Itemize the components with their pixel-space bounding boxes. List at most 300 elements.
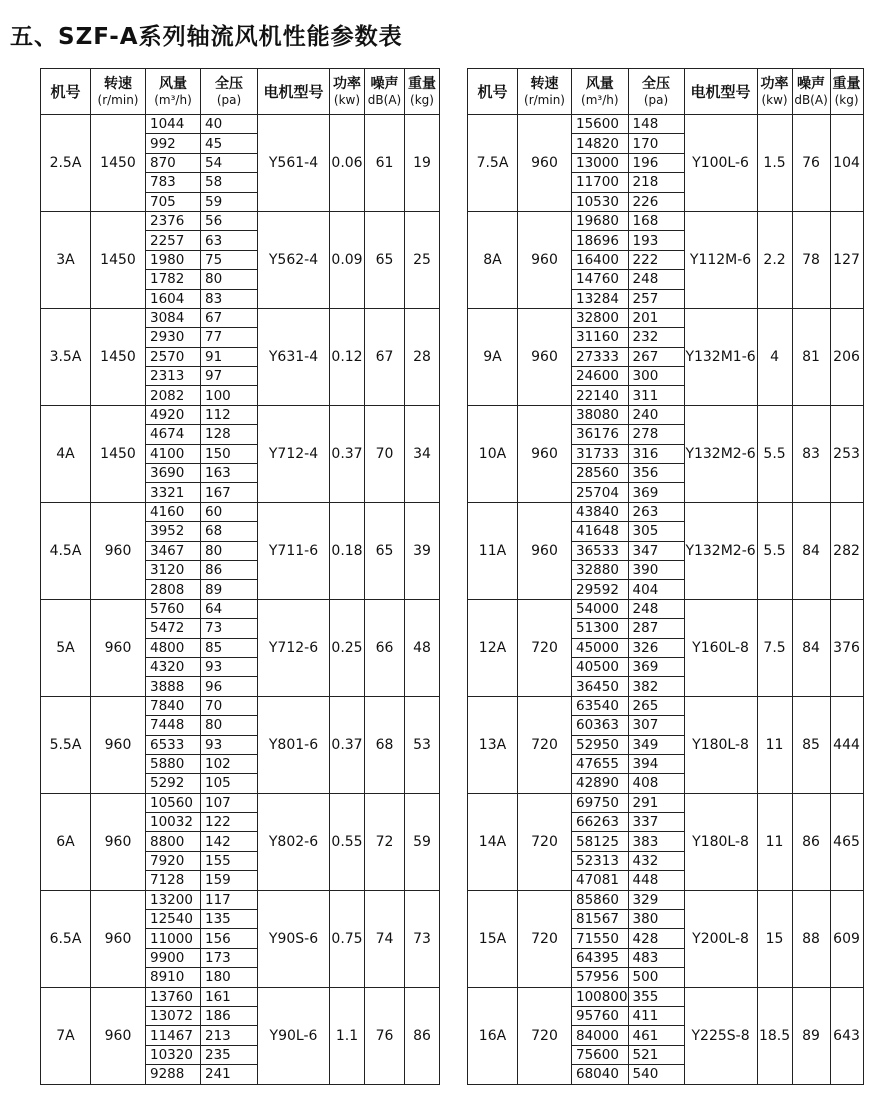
model-cell: 2.5A [41,115,91,212]
header-weight-unit: (kg) [834,92,859,107]
pressure-cell: 91 [201,347,258,366]
pressure-cell: 85 [201,638,258,657]
motor-cell: Y802-6 [258,793,330,890]
header-speed-label: 转速 [530,75,559,92]
airflow-cell: 29592 [572,580,629,599]
airflow-cell: 3888 [146,677,201,696]
airflow-cell: 45000 [572,638,629,657]
table-row [468,890,864,909]
model-cell: 5.5A [41,696,91,793]
airflow-cell: 52950 [572,735,629,754]
motor-cell: Y132M2-6 [684,502,757,599]
airflow-cell: 14820 [572,134,629,153]
airflow-cell: 1782 [146,270,201,289]
speed-cell: 960 [91,890,146,987]
airflow-cell: 36533 [572,541,629,560]
model-cell: 8A [468,211,518,308]
speed-cell: 1450 [91,308,146,405]
airflow-cell: 3084 [146,308,201,327]
airflow-cell: 2257 [146,231,201,250]
power-cell: 2.2 [757,211,792,308]
pressure-cell: 135 [201,910,258,929]
pressure-cell: 540 [628,1065,684,1084]
table-row [468,308,864,327]
airflow-cell: 58125 [572,832,629,851]
power-cell: 1.5 [757,115,792,212]
noise-cell: 68 [365,696,405,793]
power-cell: 0.25 [330,599,365,696]
table-row [41,308,440,327]
speed-cell: 720 [518,696,572,793]
table-row [468,405,864,424]
header-power-label: 功率 [333,75,361,92]
airflow-cell: 13200 [146,890,201,909]
pressure-cell: 77 [201,328,258,347]
header-row [41,69,440,115]
noise-cell: 61 [365,115,405,212]
airflow-cell: 36450 [572,677,629,696]
header-weight [830,69,863,115]
power-cell: 18.5 [757,987,792,1084]
airflow-cell: 13000 [572,153,629,172]
pressure-cell: 213 [201,1026,258,1045]
header-weight-label: 重量 [408,75,436,92]
pressure-cell: 356 [628,464,684,483]
power-cell: 0.55 [330,793,365,890]
header-power-unit: (kw) [761,92,788,107]
noise-cell: 74 [365,890,405,987]
pressure-cell: 226 [628,192,684,211]
weight-cell: 59 [405,793,440,890]
airflow-cell: 68040 [572,1065,629,1084]
power-cell: 0.18 [330,502,365,599]
airflow-cell: 24600 [572,367,629,386]
pressure-cell: 117 [201,890,258,909]
pressure-cell: 54 [201,153,258,172]
pressure-cell: 122 [201,813,258,832]
header-noise-unit: dB(A) [794,92,828,107]
pressure-cell: 355 [628,987,684,1006]
airflow-cell: 25704 [572,483,629,502]
pressure-cell: 383 [628,832,684,851]
airflow-cell: 870 [146,153,201,172]
airflow-cell: 36176 [572,425,629,444]
pressure-cell: 390 [628,560,684,579]
pressure-cell: 232 [628,328,684,347]
motor-cell: Y90L-6 [258,987,330,1084]
motor-cell: Y561-4 [258,115,330,212]
airflow-cell: 12540 [146,910,201,929]
pressure-cell: 128 [201,425,258,444]
pressure-cell: 58 [201,173,258,192]
pressure-cell: 167 [201,483,258,502]
airflow-cell: 7128 [146,871,201,890]
speed-cell: 960 [518,405,572,502]
pressure-cell: 45 [201,134,258,153]
airflow-cell: 10320 [146,1045,201,1064]
airflow-cell: 8910 [146,968,201,987]
airflow-cell: 4160 [146,502,201,521]
pressure-cell: 267 [628,347,684,366]
pressure-cell: 235 [201,1045,258,1064]
motor-cell: Y801-6 [258,696,330,793]
pressure-cell: 240 [628,405,684,424]
weight-cell: 53 [405,696,440,793]
noise-cell: 76 [792,115,830,212]
airflow-cell: 3467 [146,541,201,560]
pressure-cell: 305 [628,522,684,541]
speed-cell: 960 [91,793,146,890]
airflow-cell: 10560 [146,793,201,812]
speed-cell: 960 [518,115,572,212]
speed-cell: 960 [91,599,146,696]
motor-cell: Y132M2-6 [684,405,757,502]
motor-cell: Y90S-6 [258,890,330,987]
speed-cell: 1450 [91,405,146,502]
pressure-cell: 40 [201,115,258,134]
speed-cell: 720 [518,987,572,1084]
airflow-cell: 10032 [146,813,201,832]
pressure-cell: 150 [201,444,258,463]
weight-cell: 39 [405,502,440,599]
airflow-cell: 81567 [572,910,629,929]
table-row [41,115,440,134]
weight-cell: 127 [830,211,863,308]
pressure-cell: 347 [628,541,684,560]
airflow-cell: 28560 [572,464,629,483]
weight-cell: 104 [830,115,863,212]
pressure-cell: 173 [201,948,258,967]
header-motor: 电机型号 [258,69,330,115]
page-title: 五、SZF-A系列轴流风机性能参数表 [10,24,403,50]
airflow-cell: 5472 [146,619,201,638]
model-cell: 13A [468,696,518,793]
motor-cell: Y180L-8 [684,696,757,793]
speed-cell: 960 [518,502,572,599]
pressure-cell: 186 [201,1006,258,1025]
airflow-cell: 32800 [572,308,629,327]
airflow-cell: 41648 [572,522,629,541]
weight-cell: 73 [405,890,440,987]
noise-cell: 78 [792,211,830,308]
pressure-cell: 156 [201,929,258,948]
pressure-cell: 241 [201,1065,258,1084]
weight-cell: 253 [830,405,863,502]
pressure-cell: 461 [628,1026,684,1045]
airflow-cell: 2376 [146,211,201,230]
header-airflow [146,69,201,115]
pressure-cell: 161 [201,987,258,1006]
header-airflow-label: 风量 [585,75,614,92]
header-power [330,69,365,115]
pressure-cell: 300 [628,367,684,386]
airflow-cell: 7448 [146,716,201,735]
model-cell: 4.5A [41,502,91,599]
header-power-unit: (kw) [333,92,361,107]
pressure-cell: 337 [628,813,684,832]
airflow-cell: 51300 [572,619,629,638]
model-cell: 3A [41,211,91,308]
airflow-cell: 47655 [572,754,629,773]
airflow-cell: 2930 [146,328,201,347]
noise-cell: 85 [792,696,830,793]
weight-cell: 465 [830,793,863,890]
pressure-cell: 329 [628,890,684,909]
model-cell: 3.5A [41,308,91,405]
pressure-cell: 59 [201,192,258,211]
airflow-cell: 3952 [146,522,201,541]
speed-cell: 1450 [91,115,146,212]
airflow-cell: 2570 [146,347,201,366]
pressure-cell: 380 [628,910,684,929]
pressure-cell: 168 [628,211,684,230]
airflow-cell: 3120 [146,560,201,579]
motor-cell: Y132M1-6 [684,308,757,405]
table-row [41,599,440,618]
speed-cell: 960 [91,987,146,1084]
header-model: 机号 [468,69,518,115]
weight-cell: 86 [405,987,440,1084]
pressure-cell: 218 [628,173,684,192]
airflow-cell: 54000 [572,599,629,618]
airflow-cell: 18696 [572,231,629,250]
pressure-cell: 287 [628,619,684,638]
pressure-cell: 248 [628,270,684,289]
airflow-cell: 1980 [146,250,201,269]
motor-cell: Y631-4 [258,308,330,405]
airflow-cell: 19680 [572,211,629,230]
noise-cell: 86 [792,793,830,890]
pressure-cell: 96 [201,677,258,696]
power-cell: 5.5 [757,405,792,502]
table-row [41,793,440,812]
noise-cell: 66 [365,599,405,696]
header-pressure [628,69,684,115]
pressure-cell: 159 [201,871,258,890]
airflow-cell: 40500 [572,657,629,676]
pressure-cell: 100 [201,386,258,405]
pressure-cell: 112 [201,405,258,424]
pressure-cell: 278 [628,425,684,444]
airflow-cell: 63540 [572,696,629,715]
airflow-cell: 7840 [146,696,201,715]
pressure-cell: 63 [201,231,258,250]
airflow-cell: 4674 [146,425,201,444]
airflow-cell: 4320 [146,657,201,676]
airflow-cell: 31733 [572,444,629,463]
motor-cell: Y225S-8 [684,987,757,1084]
header-speed [518,69,572,115]
model-cell: 14A [468,793,518,890]
pressure-cell: 248 [628,599,684,618]
motor-cell: Y180L-8 [684,793,757,890]
weight-cell: 643 [830,987,863,1084]
speed-cell: 960 [91,502,146,599]
header-speed [91,69,146,115]
airflow-cell: 4100 [146,444,201,463]
pressure-cell: 500 [628,968,684,987]
pressure-cell: 56 [201,211,258,230]
airflow-cell: 8800 [146,832,201,851]
header-weight [405,69,440,115]
power-cell: 5.5 [757,502,792,599]
airflow-cell: 4800 [146,638,201,657]
header-noise-label: 噪声 [370,75,399,92]
pressure-cell: 70 [201,696,258,715]
header-airflow-unit: (m³/h) [154,92,192,107]
table-row [41,502,440,521]
airflow-cell: 64395 [572,948,629,967]
pressure-cell: 404 [628,580,684,599]
pressure-cell: 97 [201,367,258,386]
model-cell: 12A [468,599,518,696]
noise-cell: 76 [365,987,405,1084]
airflow-cell: 60363 [572,716,629,735]
airflow-cell: 14760 [572,270,629,289]
header-row [468,69,864,115]
model-cell: 7A [41,987,91,1084]
motor-cell: Y100L-6 [684,115,757,212]
motor-cell: Y200L-8 [684,890,757,987]
airflow-cell: 5760 [146,599,201,618]
pressure-cell: 80 [201,541,258,560]
airflow-cell: 11467 [146,1026,201,1045]
pressure-cell: 349 [628,735,684,754]
airflow-cell: 9288 [146,1065,201,1084]
pressure-cell: 369 [628,657,684,676]
noise-cell: 67 [365,308,405,405]
pressure-cell: 80 [201,716,258,735]
header-pressure [201,69,258,115]
airflow-cell: 22140 [572,386,629,405]
table-row [468,793,864,812]
weight-cell: 376 [830,599,863,696]
pressure-cell: 193 [628,231,684,250]
airflow-cell: 66263 [572,813,629,832]
airflow-cell: 15600 [572,115,629,134]
motor-cell: Y712-6 [258,599,330,696]
speed-cell: 960 [518,308,572,405]
weight-cell: 19 [405,115,440,212]
speed-cell: 960 [518,211,572,308]
airflow-cell: 3321 [146,483,201,502]
weight-cell: 25 [405,211,440,308]
model-cell: 11A [468,502,518,599]
airflow-cell: 42890 [572,774,629,793]
airflow-cell: 38080 [572,405,629,424]
table-row [41,987,440,1006]
pressure-cell: 67 [201,308,258,327]
pressure-cell: 148 [628,115,684,134]
model-cell: 16A [468,987,518,1084]
airflow-cell: 47081 [572,871,629,890]
airflow-cell: 13760 [146,987,201,1006]
motor-cell: Y712-4 [258,405,330,502]
pressure-cell: 311 [628,386,684,405]
power-cell: 0.37 [330,696,365,793]
pressure-cell: 89 [201,580,258,599]
airflow-cell: 10530 [572,192,629,211]
pressure-cell: 105 [201,774,258,793]
power-cell: 7.5 [757,599,792,696]
header-power [757,69,792,115]
weight-cell: 48 [405,599,440,696]
motor-cell: Y160L-8 [684,599,757,696]
header-pressure-label: 全压 [642,75,671,92]
pressure-cell: 257 [628,289,684,308]
pressure-cell: 142 [201,832,258,851]
performance-table-right [467,68,864,1085]
header-speed-label: 转速 [104,75,132,92]
model-cell: 5A [41,599,91,696]
pressure-cell: 428 [628,929,684,948]
airflow-cell: 5880 [146,754,201,773]
header-speed-unit: (r/min) [97,92,139,107]
weight-cell: 444 [830,696,863,793]
airflow-cell: 5292 [146,774,201,793]
airflow-cell: 84000 [572,1026,629,1045]
noise-cell: 84 [792,502,830,599]
airflow-cell: 1604 [146,289,201,308]
noise-cell: 84 [792,599,830,696]
airflow-cell: 16400 [572,250,629,269]
pressure-cell: 196 [628,153,684,172]
power-cell: 0.06 [330,115,365,212]
header-noise [365,69,405,115]
airflow-cell: 9900 [146,948,201,967]
weight-cell: 34 [405,405,440,502]
motor-cell: Y562-4 [258,211,330,308]
table-row [468,696,864,715]
weight-cell: 609 [830,890,863,987]
header-noise-label: 噪声 [797,75,826,92]
table-row [41,405,440,424]
pressure-cell: 408 [628,774,684,793]
airflow-cell: 2808 [146,580,201,599]
header-pressure-unit: (pa) [643,92,669,107]
model-cell: 6A [41,793,91,890]
performance-table-left [40,68,440,1085]
airflow-cell: 71550 [572,929,629,948]
airflow-cell: 2082 [146,386,201,405]
pressure-cell: 80 [201,270,258,289]
table-row [468,987,864,1006]
pressure-cell: 163 [201,464,258,483]
pressure-cell: 291 [628,793,684,812]
airflow-cell: 2313 [146,367,201,386]
header-pressure-label: 全压 [215,75,243,92]
speed-cell: 960 [91,696,146,793]
pressure-cell: 448 [628,871,684,890]
airflow-cell: 27333 [572,347,629,366]
noise-cell: 65 [365,211,405,308]
noise-cell: 89 [792,987,830,1084]
airflow-cell: 69750 [572,793,629,812]
pressure-cell: 93 [201,657,258,676]
power-cell: 0.09 [330,211,365,308]
header-noise [792,69,830,115]
airflow-cell: 95760 [572,1006,629,1025]
power-cell: 0.12 [330,308,365,405]
weight-cell: 28 [405,308,440,405]
header-pressure-unit: (pa) [216,92,242,107]
airflow-cell: 32880 [572,560,629,579]
model-cell: 9A [468,308,518,405]
header-model: 机号 [41,69,91,115]
pressure-cell: 93 [201,735,258,754]
pressure-cell: 394 [628,754,684,773]
weight-cell: 206 [830,308,863,405]
